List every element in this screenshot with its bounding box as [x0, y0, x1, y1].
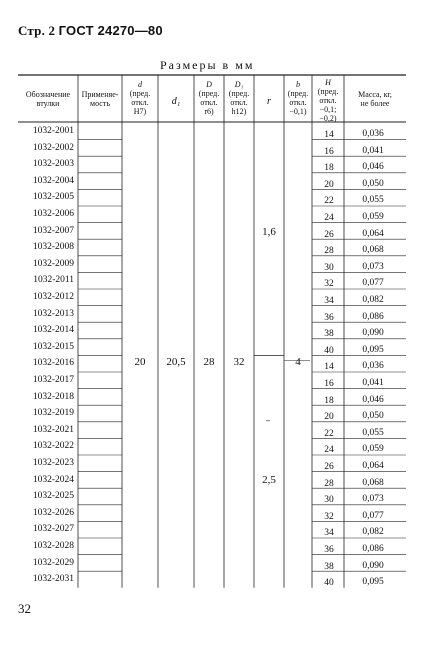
- row-designation: 1032-2028: [32, 541, 74, 551]
- header-d: [122, 80, 158, 116]
- row-designation: 1032-2008: [32, 242, 74, 253]
- row-mass: 0,073: [362, 494, 384, 505]
- row-designation: 1032-2019: [32, 408, 74, 419]
- row-designation: 1032-2006: [32, 209, 74, 219]
- row-designation: 1032-2009: [32, 258, 74, 269]
- row-designation: 1032-2031: [32, 574, 74, 585]
- row-designation: 1032-2013: [32, 308, 74, 319]
- row-designation: 1032-2026: [32, 507, 74, 518]
- row-designation: 1032-2004: [32, 175, 74, 186]
- row-H: 34: [324, 528, 334, 539]
- row-H: 16: [324, 146, 334, 157]
- row-mass: 0,041: [362, 378, 384, 388]
- row-designation: 1032-2016: [32, 358, 74, 369]
- row-H: 30: [324, 495, 334, 506]
- header-line: D₁: [234, 80, 244, 89]
- header-r: [254, 97, 284, 106]
- row-mass: 0,055: [362, 195, 384, 206]
- header-line: откл.: [200, 98, 218, 107]
- row-mass: 0,073: [362, 261, 384, 272]
- row-mass: 0,090: [362, 560, 384, 571]
- header-line: Применяе-: [81, 90, 119, 99]
- row-H: 36: [324, 545, 334, 555]
- row-designation: 1032-2025: [32, 491, 74, 502]
- row-designation: 1032-2001: [32, 126, 74, 136]
- row-H: 14: [324, 130, 334, 140]
- header-line: D: [206, 80, 212, 89]
- header-line: Обозначение: [25, 90, 71, 99]
- header-line: (пред.: [287, 89, 309, 98]
- value-D: 28: [203, 356, 215, 368]
- row-mass: 0,090: [362, 328, 384, 339]
- header-line: (пред.: [198, 89, 220, 98]
- row-mass: 0,077: [362, 278, 384, 289]
- row-mass: 0,041: [362, 145, 384, 156]
- row-H: 28: [324, 246, 334, 257]
- row-designation: 1032-2011: [33, 275, 74, 286]
- header-application: [78, 90, 122, 108]
- row-H: 14: [324, 362, 334, 373]
- row-H: 26: [324, 462, 334, 472]
- value-b: 4: [295, 356, 301, 368]
- header-line: откл.: [230, 98, 248, 107]
- row-designation: 1032-2023: [32, 458, 74, 468]
- row-designation: 1032-2014: [32, 325, 74, 336]
- header-line: Масса, кг,: [358, 90, 392, 99]
- header-D1: [224, 80, 254, 116]
- row-H: 20: [324, 412, 334, 423]
- header-line: d₁: [171, 96, 181, 107]
- row-mass: 0,064: [362, 461, 384, 471]
- header-mass: [344, 90, 406, 108]
- row-H: 18: [324, 395, 334, 406]
- header-line: −0,2): [319, 114, 337, 123]
- row-designation: 1032-2021: [32, 424, 74, 435]
- row-H: 24: [324, 445, 334, 456]
- header-line: b: [296, 80, 300, 89]
- row-designation: 1032-2017: [32, 375, 74, 385]
- row-mass: 0,046: [362, 162, 384, 173]
- header-line: H7): [133, 107, 147, 116]
- header-H: [312, 78, 344, 123]
- page-number: 32: [18, 601, 31, 616]
- row-designation: 1032-2029: [32, 557, 74, 568]
- value-r-bottom: 2,5: [262, 474, 276, 486]
- row-designation: 1032-2018: [32, 391, 74, 402]
- row-designation: 1032-2012: [32, 292, 74, 302]
- row-H: 40: [324, 578, 334, 589]
- row-mass: 0,059: [362, 444, 384, 455]
- header-line: (пред.: [317, 87, 339, 96]
- row-mass: 0,036: [362, 361, 384, 372]
- row-H: 38: [324, 329, 334, 340]
- row-H: 30: [324, 262, 334, 273]
- header-D: [194, 80, 224, 116]
- value-d: 20: [134, 356, 146, 368]
- row-H: 34: [324, 296, 334, 306]
- header-prefix: Стр. 2: [18, 23, 56, 38]
- row-mass: 0,059: [362, 212, 384, 222]
- row-designation: 1032-2007: [32, 225, 74, 236]
- table-title: Размеры в мм: [160, 58, 255, 72]
- header-line: −0,1;: [319, 105, 337, 114]
- row-mass: 0,068: [362, 477, 384, 488]
- row-H: 28: [324, 478, 334, 489]
- row-mass: 0,095: [362, 344, 384, 355]
- row-designation: 1032-2005: [32, 192, 74, 203]
- row-H: 26: [324, 229, 334, 240]
- row-mass: 0,068: [362, 245, 384, 256]
- row-H: 32: [324, 279, 334, 290]
- row-H: 16: [324, 379, 334, 389]
- standard-number: ГОСТ 24270—80: [58, 23, 163, 38]
- row-mass: 0,077: [362, 510, 384, 521]
- row-designation: 1032-2002: [32, 142, 74, 153]
- row-H: 22: [324, 196, 334, 207]
- header-line: r: [267, 96, 271, 107]
- header-line: H: [325, 78, 331, 87]
- row-mass: 0,046: [362, 394, 384, 405]
- row-designation: 1032-2003: [32, 159, 74, 170]
- row-designation: 1032-2024: [32, 474, 74, 485]
- row-H: 38: [324, 561, 334, 572]
- row-mass: 0,095: [362, 577, 384, 588]
- row-mass: 0,055: [362, 427, 384, 438]
- row-designation: 1032-2015: [32, 341, 74, 352]
- header-line: мость: [90, 99, 110, 108]
- value-r-top: 1,6: [262, 226, 276, 238]
- value-D1: 32: [233, 356, 245, 368]
- row-H: 24: [324, 213, 334, 223]
- header-line: откл.: [319, 96, 337, 105]
- header-designation: [18, 90, 78, 108]
- row-mass: 0,082: [362, 527, 384, 538]
- row-mass: 0,036: [362, 129, 384, 139]
- header-line: откл.: [289, 98, 307, 107]
- row-mass: 0,050: [362, 178, 384, 189]
- row-designation: 1032-2022: [32, 441, 74, 452]
- header-d1: [158, 97, 194, 106]
- row-H: 22: [324, 428, 334, 439]
- row-H: 32: [324, 511, 334, 522]
- row-mass: 0,086: [362, 311, 384, 322]
- header-line: втулки: [36, 99, 60, 108]
- row-H: 18: [324, 163, 334, 174]
- row-mass: 0,064: [362, 228, 384, 239]
- row-H: 20: [324, 179, 334, 190]
- row-H: 40: [324, 345, 334, 356]
- header-b: [284, 80, 312, 116]
- header-line: (пред.: [129, 89, 151, 98]
- header-line: не более: [360, 99, 390, 108]
- row-H: 36: [324, 312, 334, 323]
- header-line: (пред.: [228, 89, 250, 98]
- header-line: откл.: [131, 98, 149, 107]
- header-line: h12): [231, 107, 247, 116]
- header-line: r6): [204, 107, 214, 116]
- row-designation: 1032-2027: [32, 524, 74, 535]
- value-d1: 20,5: [166, 356, 186, 368]
- row-mass: 0,086: [362, 544, 384, 554]
- header-line: d: [138, 80, 142, 89]
- row-mass: 0,082: [362, 295, 384, 305]
- row-mass: 0,050: [362, 411, 384, 422]
- header-line: −0,1): [289, 107, 307, 116]
